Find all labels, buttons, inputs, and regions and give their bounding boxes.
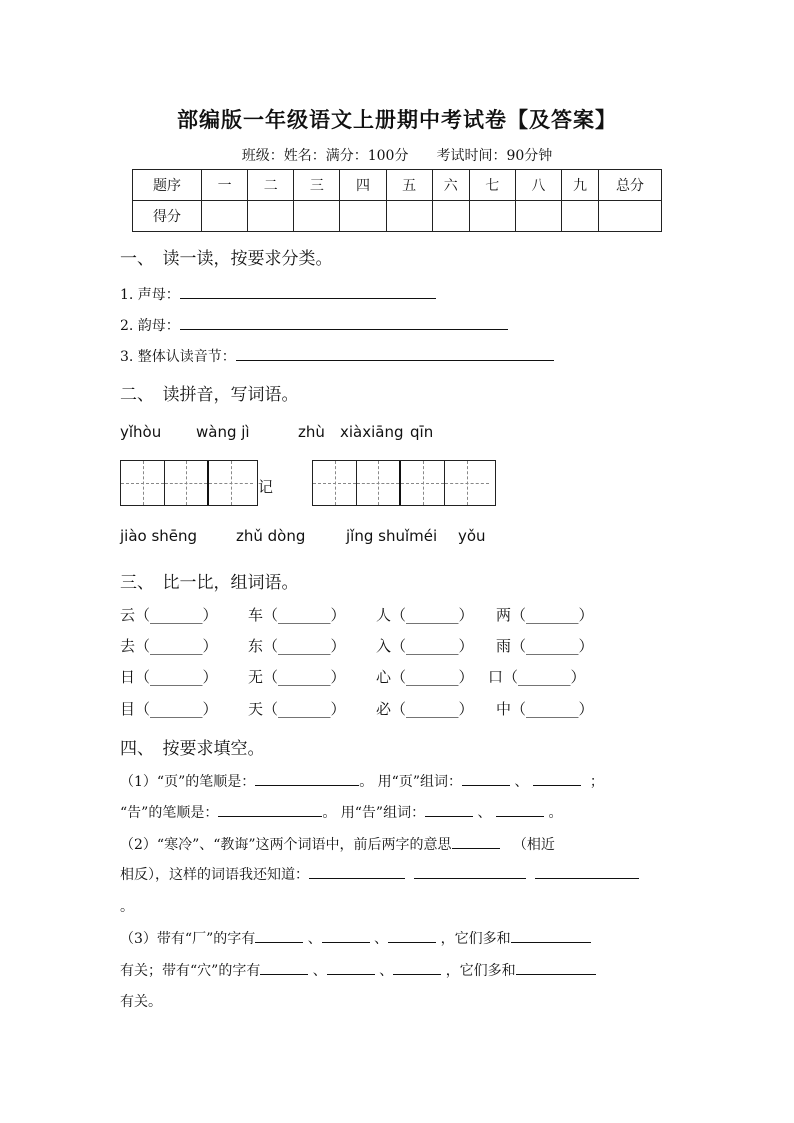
score-input-cell[interactable] xyxy=(294,201,340,232)
question-text: （相近 xyxy=(512,837,555,853)
score-input-cell[interactable] xyxy=(469,201,515,232)
question-text: 、 xyxy=(307,931,322,947)
compare-item: 雨（_______） xyxy=(496,637,594,655)
tianzige-cell[interactable] xyxy=(121,461,165,505)
question-text: （2）“寒冷”、“教诲”这两个词语中，前后两字的意思 xyxy=(120,837,452,853)
score-header-cell: 七 xyxy=(469,170,515,201)
compare-item: 天（_______） xyxy=(248,700,346,718)
score-header-cell: 总分 xyxy=(599,170,662,201)
answer-blank[interactable] xyxy=(535,864,639,879)
score-input-cell[interactable] xyxy=(599,201,662,232)
page-title: 部编版一年级语文上册期中考试卷【及答案】 xyxy=(177,107,617,132)
item-label: 1. 声母： xyxy=(120,287,180,303)
score-header-cell: 三 xyxy=(294,170,340,201)
answer-blank[interactable] xyxy=(236,346,554,361)
section1-item xyxy=(120,315,508,335)
answer-blank[interactable] xyxy=(180,284,436,299)
writing-grid[interactable] xyxy=(120,460,258,506)
question-text: （1）“页”的笔顺是： xyxy=(120,774,256,790)
compare-item: 口（_______） xyxy=(488,668,586,686)
question-1-line-2 xyxy=(120,802,562,822)
question-2-line-3: 。 xyxy=(120,899,134,915)
score-table xyxy=(132,169,662,232)
question-text: 、 xyxy=(312,963,327,979)
question-text: 、 xyxy=(514,774,529,790)
question-text: ，它们多和 xyxy=(440,931,511,947)
tianzige-cell[interactable] xyxy=(165,461,209,505)
answer-blank[interactable] xyxy=(516,960,596,975)
tianzige-cell[interactable] xyxy=(357,461,401,505)
question-2-line-1 xyxy=(120,834,555,854)
question-text: 、 xyxy=(477,805,492,821)
section4-heading: 四、 按要求填空。 xyxy=(120,739,265,759)
answer-blank[interactable] xyxy=(218,802,322,817)
answer-blank[interactable] xyxy=(393,960,441,975)
answer-blank[interactable] xyxy=(322,928,370,943)
exam-info: 班级：姓名：满分：100分 考试时间：90分钟 xyxy=(241,148,553,164)
score-input-cell[interactable] xyxy=(515,201,561,232)
compare-item: 中（_______） xyxy=(496,700,594,718)
compare-item: 两（_______） xyxy=(496,606,594,624)
compare-item: 去（_______） xyxy=(120,637,218,655)
question-text: “告”的笔顺是： xyxy=(120,805,219,821)
score-input-cell[interactable] xyxy=(432,201,469,232)
answer-blank[interactable] xyxy=(462,771,510,786)
score-header-cell: 五 xyxy=(386,170,432,201)
answer-blank[interactable] xyxy=(414,864,526,879)
answer-blank[interactable] xyxy=(255,928,303,943)
score-table-score-row xyxy=(133,201,662,232)
question-1-line-1 xyxy=(120,771,604,791)
question-3-line-3: 有关。 xyxy=(120,994,162,1010)
score-header-cell: 六 xyxy=(432,170,469,201)
pinyin-label: qīn xyxy=(410,423,434,441)
score-header-cell: 一 xyxy=(202,170,248,201)
score-header-cell: 二 xyxy=(248,170,294,201)
item-label: 3. 整体认读音节： xyxy=(120,349,236,365)
section2-heading: 二、 读拼音，写词语。 xyxy=(120,385,299,405)
question-3-line-1 xyxy=(120,928,591,948)
compare-item: 日（_______） xyxy=(120,668,218,686)
pinyin-label: zhù xyxy=(298,423,325,441)
given-character: 记 xyxy=(258,478,274,496)
tianzige-cell[interactable] xyxy=(445,461,489,505)
compare-item: 无（_______） xyxy=(248,668,346,686)
section3-heading: 三、 比一比，组词语。 xyxy=(120,573,299,593)
answer-blank[interactable] xyxy=(180,315,508,330)
question-text: 相反），这样的词语我还知道： xyxy=(120,867,309,883)
writing-grid[interactable] xyxy=(312,460,496,506)
score-header-cell: 四 xyxy=(340,170,386,201)
answer-blank[interactable] xyxy=(533,771,581,786)
answer-blank[interactable] xyxy=(496,802,544,817)
score-header-cell: 八 xyxy=(515,170,561,201)
score-input-cell[interactable] xyxy=(340,201,386,232)
pinyin-label: wàng jì xyxy=(196,423,250,441)
tianzige-cell[interactable] xyxy=(313,461,357,505)
section1-item xyxy=(120,284,436,304)
score-header-cell: 题序 xyxy=(133,170,202,201)
pinyin-label: jiào shēng xyxy=(120,527,198,545)
compare-item: 东（_______） xyxy=(248,637,346,655)
tianzige-cell[interactable] xyxy=(209,461,253,505)
answer-blank[interactable] xyxy=(425,802,473,817)
answer-blank[interactable] xyxy=(452,834,500,849)
score-input-cell[interactable] xyxy=(202,201,248,232)
score-input-cell[interactable] xyxy=(386,201,432,232)
question-text: 、 xyxy=(379,963,394,979)
answer-blank[interactable] xyxy=(260,960,308,975)
compare-item: 心（_______） xyxy=(376,668,474,686)
answer-blank[interactable] xyxy=(388,928,436,943)
score-table-header-row xyxy=(133,170,662,201)
compare-item: 必（_______） xyxy=(376,700,474,718)
question-text: ，它们多和 xyxy=(445,963,516,979)
compare-item: 云（_______） xyxy=(120,606,218,624)
score-input-cell[interactable] xyxy=(248,201,294,232)
question-text: 。 用“告”组词： xyxy=(322,805,426,821)
pinyin-label: xiàxiāng xyxy=(340,423,404,441)
answer-blank[interactable] xyxy=(327,960,375,975)
question-text: （3）带有“厂”的字有 xyxy=(120,931,256,947)
question-text: 有关；带有“穴”的字有 xyxy=(120,963,261,979)
score-row-label: 得分 xyxy=(133,201,202,232)
pinyin-label: yǐhòu xyxy=(120,423,162,441)
answer-blank[interactable] xyxy=(309,864,405,879)
question-2-line-2 xyxy=(120,864,639,884)
answer-blank[interactable] xyxy=(511,928,591,943)
compare-item: 人（_______） xyxy=(376,606,474,624)
question-text: 。 用“页”组词： xyxy=(359,774,462,790)
question-text: ； xyxy=(589,774,604,790)
compare-item: 目（_______） xyxy=(120,700,218,718)
compare-item: 入（_______） xyxy=(376,637,474,655)
pinyin-label: jǐng shuǐméi xyxy=(346,527,438,545)
pinyin-label: zhǔ dòng xyxy=(236,527,306,545)
compare-item: 车（_______） xyxy=(248,606,346,624)
pinyin-label: yǒu xyxy=(458,527,486,545)
question-text: 。 xyxy=(548,805,563,821)
answer-blank[interactable] xyxy=(255,771,359,786)
section1-heading: 一、 读一读，按要求分类。 xyxy=(120,249,333,269)
section1-item xyxy=(120,346,554,366)
tianzige-cell[interactable] xyxy=(401,461,445,505)
score-input-cell[interactable] xyxy=(562,201,599,232)
item-label: 2. 韵母： xyxy=(120,318,180,334)
question-3-line-2 xyxy=(120,960,596,980)
question-text: 、 xyxy=(374,931,389,947)
score-header-cell: 九 xyxy=(562,170,599,201)
